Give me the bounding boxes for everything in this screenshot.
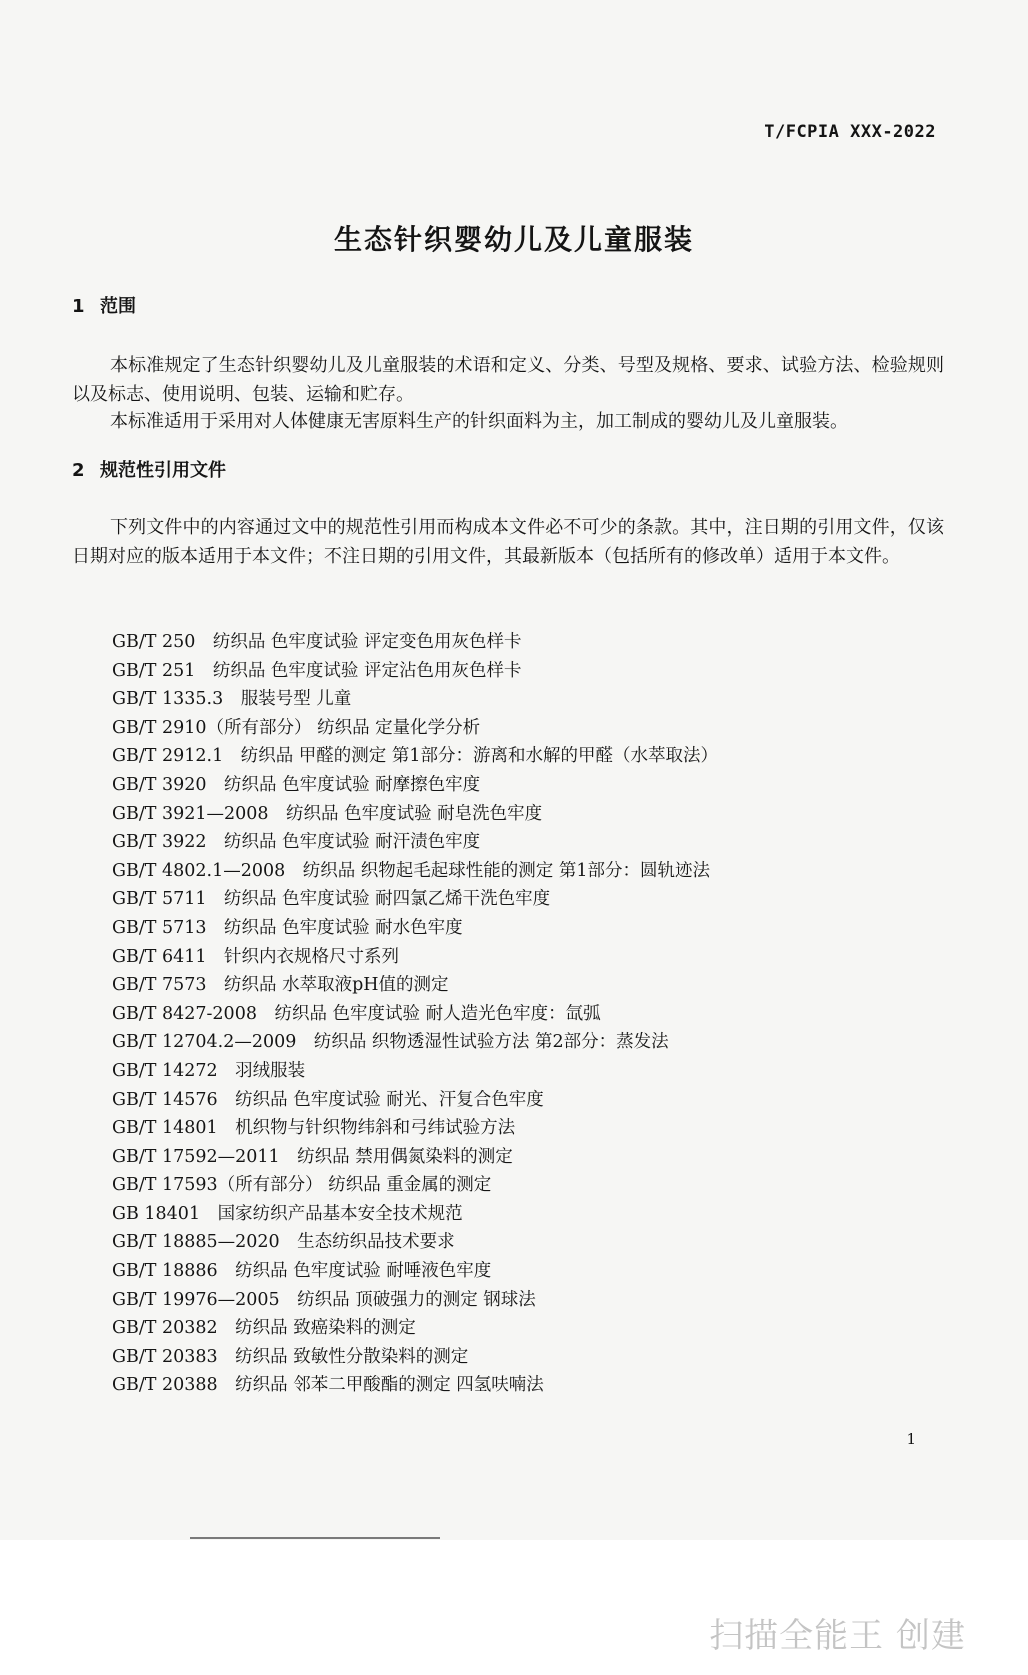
reference-item: GB/T 20382 纺织品 致癌染料的测定 xyxy=(112,1318,416,1339)
reference-item: GB/T 5711 纺织品 色牢度试验 耐四氯乙烯干洗色牢度 xyxy=(112,889,551,910)
footer-rule xyxy=(190,1537,440,1539)
reference-item: GB/T 250 纺织品 色牢度试验 评定变色用灰色样卡 xyxy=(112,632,522,652)
reference-item: GB/T 19976—2005 纺织品 顶破强力的测定 钢球法 xyxy=(112,1289,536,1310)
reference-item: GB/T 14576 纺织品 色牢度试验 耐光、汗复合色牢度 xyxy=(112,1089,544,1110)
scanner-watermark: 扫描全能王 创建 xyxy=(709,1616,966,1656)
scope-paragraph-2: 本标准适用于采用对人体健康无害原料生产的针织面料为主，加工制成的婴幼儿及儿童服装。 xyxy=(110,411,848,432)
scope-paragraph-1: 本标准规定了生态针织婴幼儿及儿童服装的术语和定义、分类、号型及规格、要求、试验方法、检验规则以及标志、使用说明、包装、运输和贮存。 xyxy=(72,355,944,405)
reference-item: GB/T 20383 纺织品 致敏性分散染料的测定 xyxy=(112,1346,469,1367)
reference-item: GB/T 18885—2020 生态纺织品技术要求 xyxy=(112,1232,455,1253)
reference-item: GB/T 8427-2008 纺织品 色牢度试验 耐人造光色牢度：氙弧 xyxy=(112,1003,601,1024)
section-number: 1 xyxy=(72,296,85,317)
reference-list xyxy=(112,628,718,1400)
standard-code: T/FCPIA XXX-2022 xyxy=(764,122,936,142)
reference-item: GB/T 14272 羽绒服装 xyxy=(112,1060,306,1081)
reference-item: GB/T 5713 纺织品 色牢度试验 耐水色牢度 xyxy=(112,917,463,938)
reference-item: GB/T 18886 纺织品 色牢度试验 耐唾液色牢度 xyxy=(112,1261,492,1282)
reference-item: GB/T 7573 纺织品 水萃取液pH值的测定 xyxy=(112,975,449,996)
reference-item: GB/T 1335.3 服装号型 儿童 xyxy=(112,689,352,710)
section-heading-references xyxy=(72,456,226,482)
section-title: 规范性引用文件 xyxy=(100,460,226,481)
reference-item: GB/T 3921—2008 纺织品 色牢度试验 耐皂洗色牢度 xyxy=(112,803,543,824)
reference-item: GB/T 251 纺织品 色牢度试验 评定沾色用灰色样卡 xyxy=(112,660,522,681)
reference-item: GB/T 17593（所有部分） 纺织品 重金属的测定 xyxy=(112,1175,492,1196)
reference-item: GB/T 4802.1—2008 纺织品 织物起毛起球性能的测定 第1部分：圆轨迹法 xyxy=(112,860,710,881)
document-title: 生态针织婴幼儿及儿童服装 xyxy=(333,223,694,256)
references-intro: 下列文件中的内容通过文中的规范性引用而构成本文件必不可少的条款。其中，注日期的引用文件，仅该日期对应的版本适用于本文件；不注日期的引用文件，其最新版本（包括所有的修改单）适用于本文件。 xyxy=(72,517,944,567)
reference-item: GB/T 6411 针织内衣规格尺寸系列 xyxy=(112,946,400,967)
reference-item: GB/T 3920 纺织品 色牢度试验 耐摩擦色牢度 xyxy=(112,774,481,795)
reference-item: GB/T 3922 纺织品 色牢度试验 耐汗渍色牢度 xyxy=(112,832,481,853)
reference-item: GB 18401 国家纺织产品基本安全技术规范 xyxy=(112,1203,463,1224)
section-title: 范围 xyxy=(100,296,136,317)
page-number: 1 xyxy=(906,1430,916,1448)
reference-item: GB/T 14801 机织物与针织物纬斜和弓纬试验方法 xyxy=(112,1118,516,1139)
reference-item: GB/T 12704.2—2009 纺织品 织物透湿性试验方法 第2部分：蒸发法 xyxy=(112,1032,669,1053)
reference-item: GB/T 2912.1 纺织品 甲醛的测定 第1部分：游离和水解的甲醛（水萃取法） xyxy=(112,746,718,767)
reference-item: GB/T 2910（所有部分） 纺织品 定量化学分析 xyxy=(112,717,481,738)
reference-item: GB/T 20388 纺织品 邻苯二甲酸酯的测定 四氢呋喃法 xyxy=(112,1375,544,1396)
section-heading-scope xyxy=(72,292,136,318)
section-number: 2 xyxy=(72,460,85,481)
reference-item: GB/T 17592—2011 纺织品 禁用偶氮染料的测定 xyxy=(112,1146,513,1167)
